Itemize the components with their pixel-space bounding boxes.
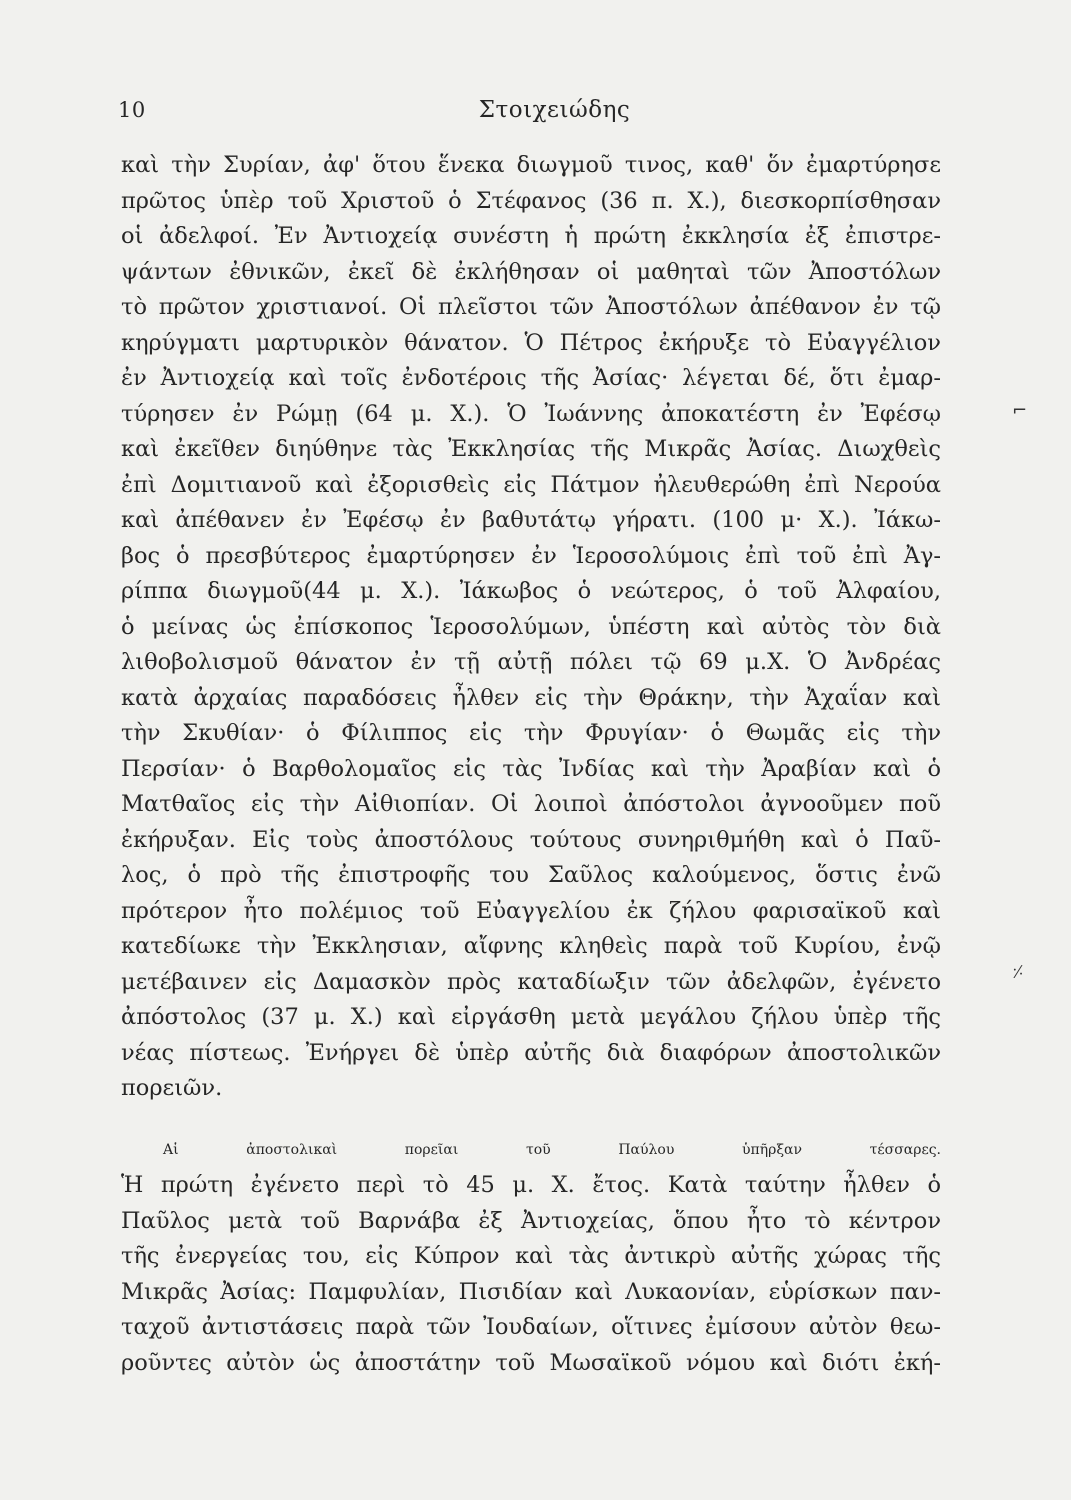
paragraph-2 [121, 1133, 941, 1382]
text-line: ταχοῦ ἀντιστάσεις παρὰ τῶν Ἰουδαίων, οἵτινες ἐμίσουν αὐτὸν θεω- [121, 1314, 941, 1340]
text-line: οἱ ἀδελφοί. Ἐν Ἀντιοχείᾳ συνέστη ἡ πρώτη ἐκκλησία ἐξ ἐπιστρε- [121, 223, 941, 249]
text-line: καὶ ἐκεῖθεν διηύθηνε τὰς Ἐκκλησίας τῆς Μικρᾶς Ἀσίας. Διωχθεὶς [121, 436, 941, 462]
text-line: κατεδίωκε τὴν Ἐκκλησιαν, αἴφνης κληθεὶς παρὰ τοῦ Κυρίου, ἐνῷ [121, 933, 941, 959]
text-line: ψάντων ἐθνικῶν, ἐκεῖ δὲ ἐκλήθησαν οἱ μαθηταὶ τῶν Ἀποστόλων [121, 258, 941, 285]
text-line: κατὰ ἀρχαίας παραδόσεις ἦλθεν εἰς τὴν Θράκην, τὴν Ἀχαΐαν καὶ [121, 684, 941, 711]
text-line: κηρύγματι μαρτυρικὸν θάνατον. Ὁ Πέτρος ἐκήρυξε τὸ Εὐαγγέλιον [121, 329, 941, 356]
page-number: 10 [118, 98, 146, 122]
paragraph-1 [121, 148, 941, 1107]
text-line: πρότερον ἦτο πολέμιος τοῦ Εὐαγγελίου ἐκ ζήλου φαρισαϊκοῦ καὶ [121, 897, 941, 924]
text-line: τύρησεν ἐν Ρώμῃ (64 μ. Χ.). Ὁ Ἰωάννης ἀποκατέστη ἐν Ἐφέσῳ [121, 400, 941, 427]
margin-mark-icon: ⸓ [1012, 962, 1024, 983]
paragraph-gap [121, 1107, 941, 1133]
text-line: Ἡ πρώτη ἐγένετο περὶ τὸ 45 μ. Χ. ἔτος. Κατὰ ταύτην ἦλθεν ὁ [121, 1172, 941, 1198]
text-line: ἀπόστολος (37 μ. Χ.) καὶ εἰργάσθη μετὰ μεγάλου ζήλου ὑπὲρ τῆς [121, 1004, 941, 1030]
text-line: τὸ πρῶτον χριστιανοί. Οἱ πλεῖστοι τῶν Ἀποστόλων ἀπέθανον ἐν τῷ [121, 294, 941, 320]
text-line: πορειῶν. [121, 1075, 223, 1101]
text-line: πρῶτος ὑπὲρ τοῦ Χριστοῦ ὁ Στέφανος (36 π. Χ.), διεσκορπίσθησαν [121, 187, 941, 214]
text-line: ἐν Ἀντιοχείᾳ καὶ τοῖς ἐνδοτέροις τῆς Ἀσίας· λέγεται δέ, ὅτι ἐμαρ- [121, 365, 941, 391]
text-line: Αἱ ἀποστολικαὶ πορεῖαι τοῦ Παύλου ὑπῆρξαν τέσσαρες. [163, 1141, 941, 1158]
text-line: τὴν Σκυθίαν· ὁ Φίλιππος εἰς τὴν Φρυγίαν· ὁ Θωμᾶς εἰς τὴν [121, 720, 941, 746]
text-line: Παῦλος μετὰ τοῦ Βαρνάβα ἐξ Ἀντιοχείας, ὅπου ἦτο τὸ κέντρον [121, 1207, 941, 1234]
text-line: ροῦντες αὐτὸν ὡς ἀποστάτην τοῦ Μωσαϊκοῦ νόμου καὶ διότι ἐκή- [121, 1349, 941, 1376]
margin-mark-icon: ⌐ [1012, 400, 1028, 421]
text-line: Ματθαῖος εἰς τὴν Αἰθιοπίαν. Οἱ λοιποὶ ἀπόστολοι ἀγνοοῦμεν ποῦ [121, 791, 941, 817]
text-line: καὶ τὴν Συρίαν, ἀφ' ὅτου ἕνεκα διωγμοῦ τινος, καθ' ὅν ἐμαρτύρησε [121, 152, 941, 178]
text-line: μετέβαινεν εἰς Δαμασκὸν πρὸς καταδίωξιν τῶν ἀδελφῶν, ἐγένετο [121, 968, 941, 995]
text-line: τῆς ἐνεργείας του, εἰς Κύπρον καὶ τὰς ἀντικρὺ αὐτῆς χώρας τῆς [121, 1243, 941, 1269]
text-line: ἐπὶ Δομιτιανοῦ καὶ ἐξορισθεὶς εἰς Πάτμον ἠλευθερώθη ἐπὶ Νερούα [121, 471, 941, 498]
body-text [121, 148, 941, 1381]
text-line: ἐκήρυξαν. Εἰς τοὺς ἀποστόλους τούτους συνηριθμήθη καὶ ὁ Παῦ- [121, 826, 941, 853]
running-title: Στοιχειώδης [478, 97, 631, 123]
text-line: Μικρᾶς Ἀσίας: Παμφυλίαν, Πισιδίαν καὶ Λυκαονίαν, εὑρίσκων παν- [121, 1278, 941, 1305]
text-line: νέας πίστεως. Ἐνήργει δὲ ὑπὲρ αὐτῆς διὰ διαφόρων ἀποστολικῶν [121, 1039, 941, 1066]
text-line: λιθοβολισμοῦ θάνατον ἐν τῇ αὐτῇ πόλει τῷ 69 μ.Χ. Ὁ Ἀνδρέας [121, 649, 941, 675]
text-line: ὁ μείνας ὡς ἐπίσκοπος Ἱεροσολύμων, ὑπέστη καὶ αὐτὸς τὸν διὰ [121, 613, 941, 640]
text-line: Περσίαν· ὁ Βαρθολομαῖος εἰς τὰς Ἰνδίας καὶ τὴν Ἀραβίαν καὶ ὁ [121, 755, 941, 782]
text-line: βος ὁ πρεσβύτερος ἐμαρτύρησεν ἐν Ἱεροσολύμοις ἐπὶ τοῦ ἐπὶ Ἀγ- [121, 542, 941, 569]
text-line: λος, ὁ πρὸ τῆς ἐπιστροφῆς του Σαῦλος καλούμενος, ὅστις ἐνῶ [121, 862, 941, 888]
text-line: καὶ ἀπέθανεν ἐν Ἐφέσῳ ἐν βαθυτάτῳ γήρατι. (100 μ· Χ.). Ἰάκω- [121, 507, 941, 533]
text-line: ρίππα διωγμοῦ(44 μ. Χ.). Ἰάκωβος ὁ νεώτερος, ὁ τοῦ Ἀλφαίου, [121, 578, 941, 604]
